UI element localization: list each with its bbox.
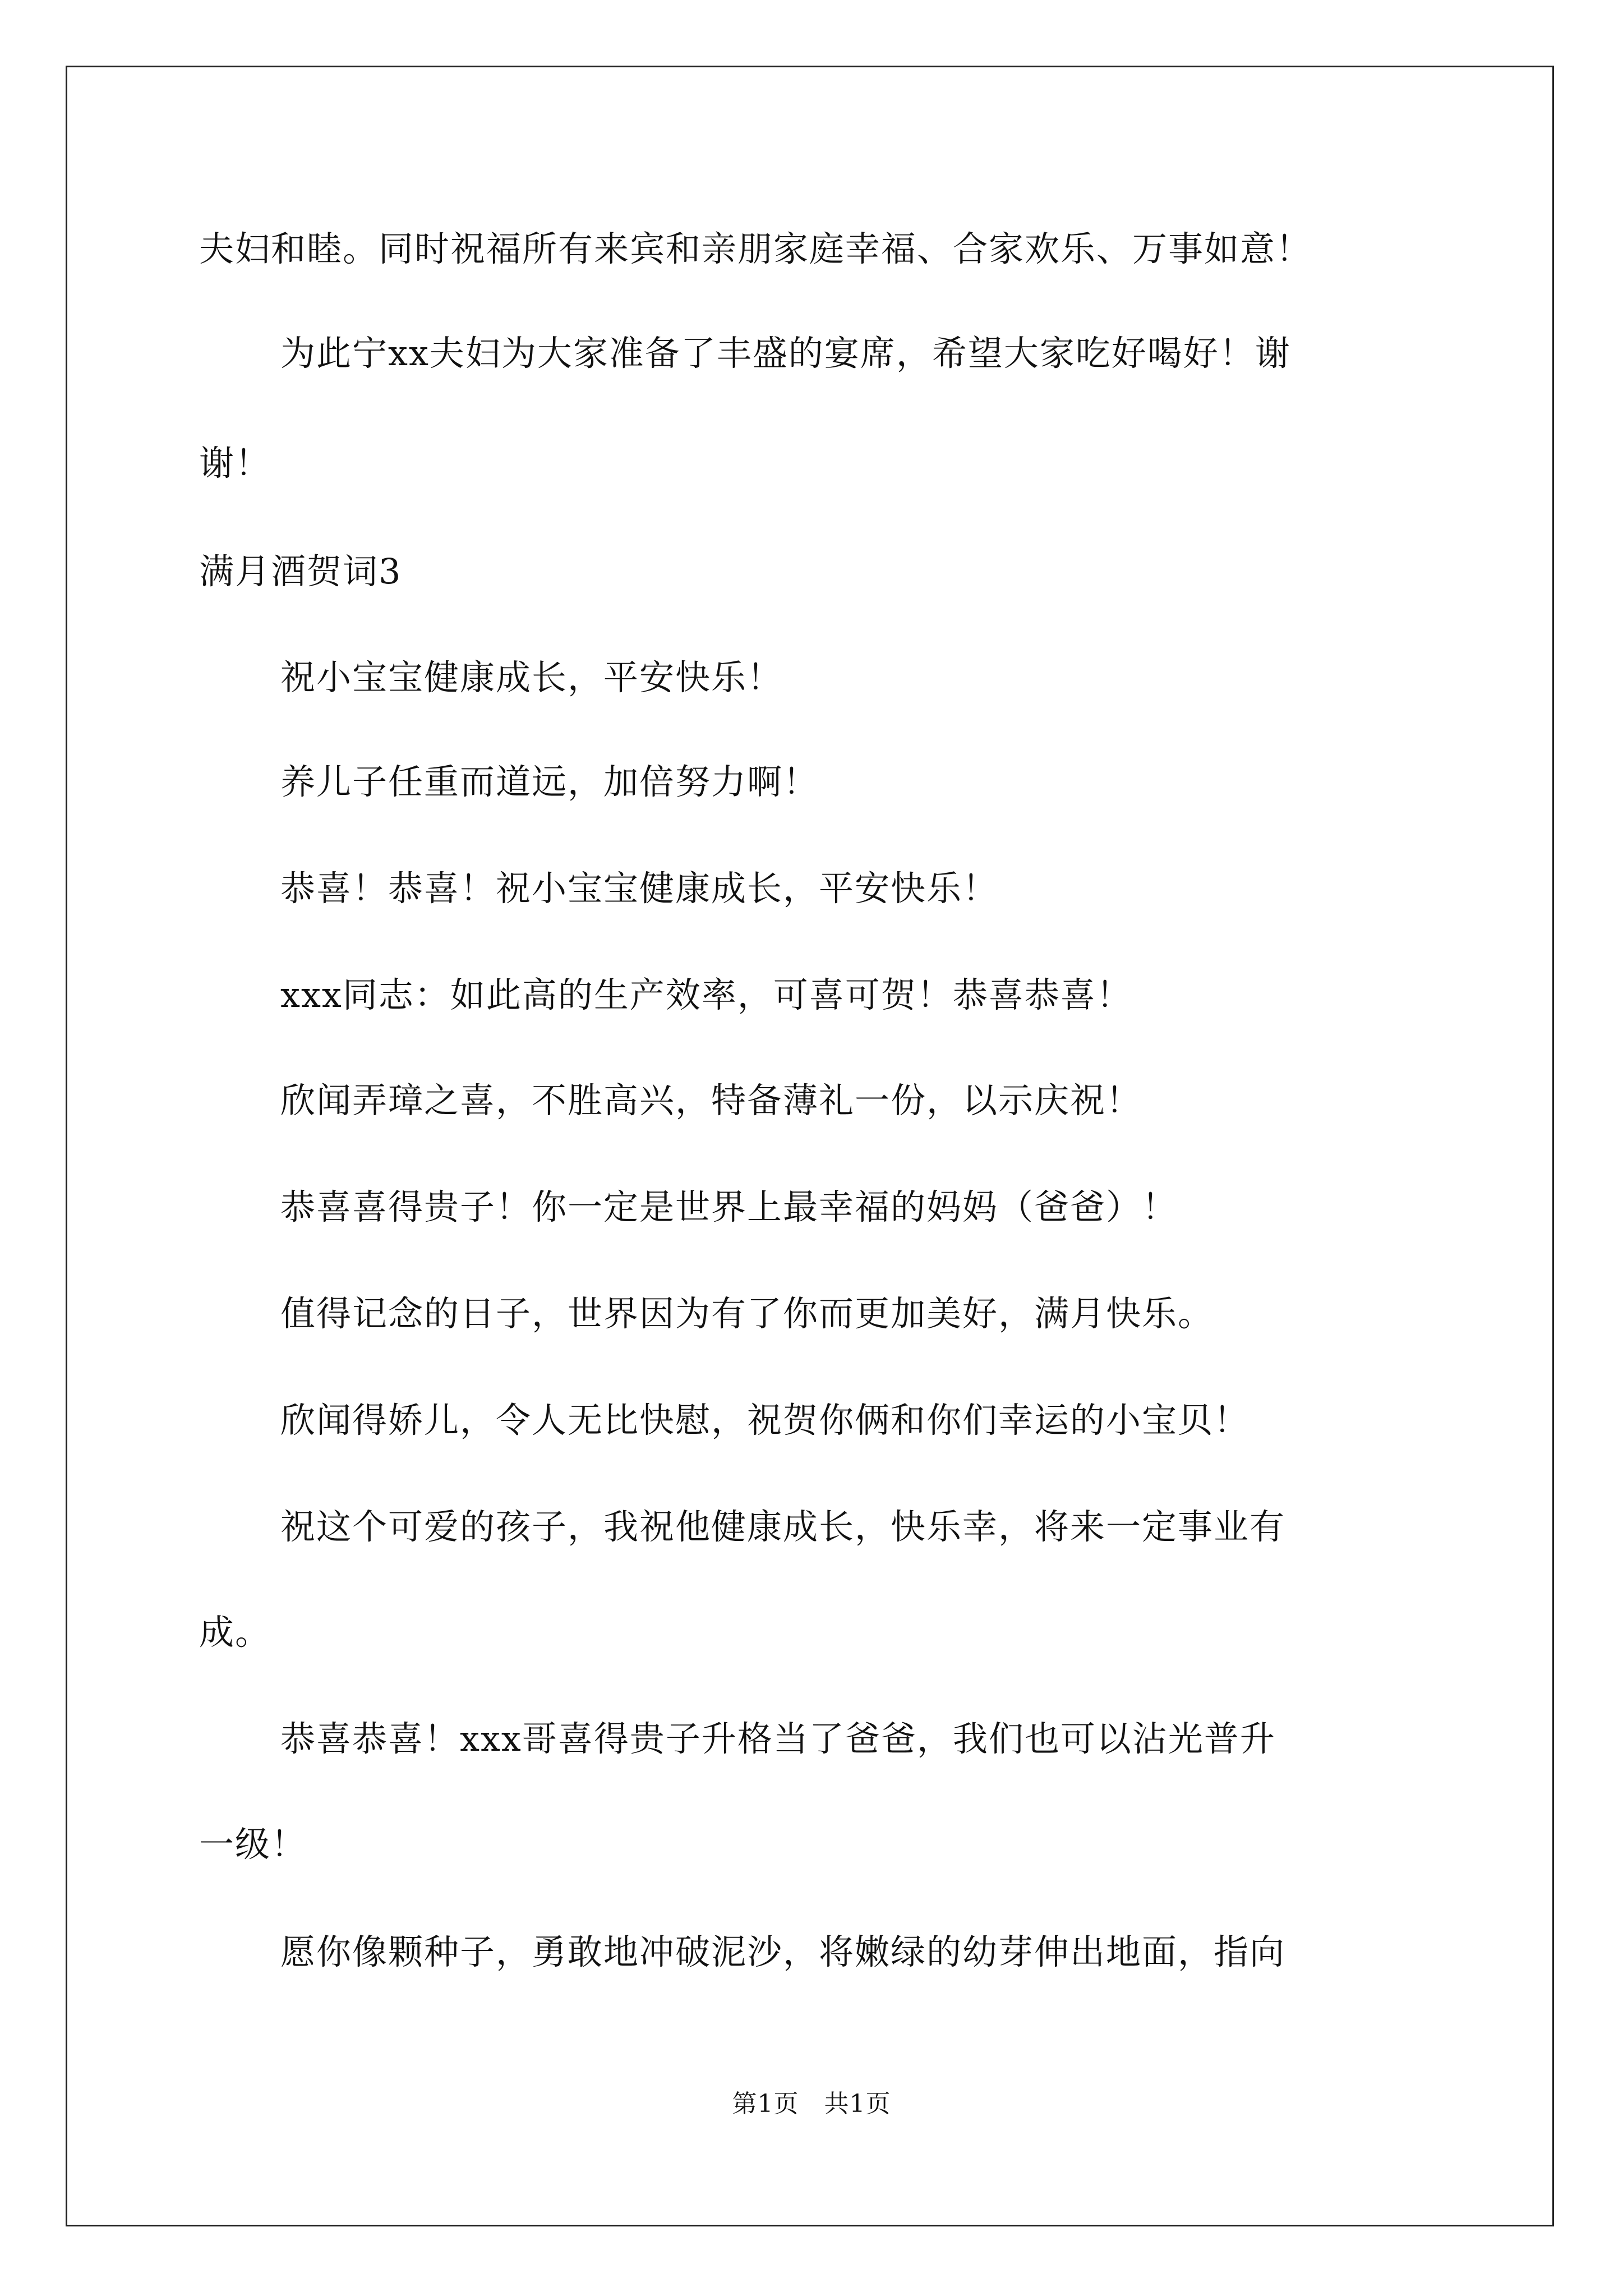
paragraph-line: 谢！: [199, 443, 271, 484]
paragraph-line: 夫妇和睦。同时祝福所有来宾和亲朋家庭幸福、合家欢乐、万事如意！: [199, 228, 1312, 269]
paragraph-line: 欣闻得娇儿，令人无比快慰，祝贺你俩和你们幸运的小宝贝！: [280, 1400, 1250, 1441]
paragraph-line: 祝这个可爱的孩子，我祝他健康成长，快乐幸，将来一定事业有: [280, 1506, 1286, 1547]
paragraph-line: 养儿子任重而道远，加倍努力啊！: [280, 761, 819, 802]
page-border: [66, 66, 1554, 2226]
paragraph-line: 欣闻弄璋之喜，不胜高兴，特备薄礼一份，以示庆祝！: [280, 1080, 1142, 1121]
paragraph-line: 祝小宝宝健康成长，平安快乐！: [280, 657, 783, 698]
paragraph-line: 恭喜喜得贵子！你一定是世界上最幸福的妈妈（爸爸）！: [280, 1186, 1178, 1227]
paragraph-line: 恭喜恭喜！xxx哥喜得贵子升格当了爸爸，我们也可以沾光普升: [280, 1718, 1276, 1759]
paragraph-line: 一级！: [199, 1824, 307, 1865]
paragraph-line: xxx同志：如此高的生产效率，可喜可贺！恭喜恭喜！: [280, 974, 1132, 1015]
paragraph-line: 值得记念的日子，世界因为有了你而更加美好，满月快乐。: [280, 1293, 1214, 1334]
page-footer: 第1页 共1页: [732, 2090, 891, 2118]
section-heading: 满月酒贺词3: [199, 551, 402, 592]
paragraph-line: 恭喜！恭喜！祝小宝宝健康成长，平安快乐！: [280, 868, 999, 909]
paragraph-line: 愿你像颗种子，勇敢地冲破泥沙，将嫩绿的幼芽伸出地面，指向: [280, 1931, 1286, 1972]
paragraph-line: 成。: [199, 1612, 271, 1653]
paragraph-line: 为此宁xx夫妇为大家准备了丰盛的宴席，希望大家吃好喝好！谢: [280, 333, 1291, 374]
